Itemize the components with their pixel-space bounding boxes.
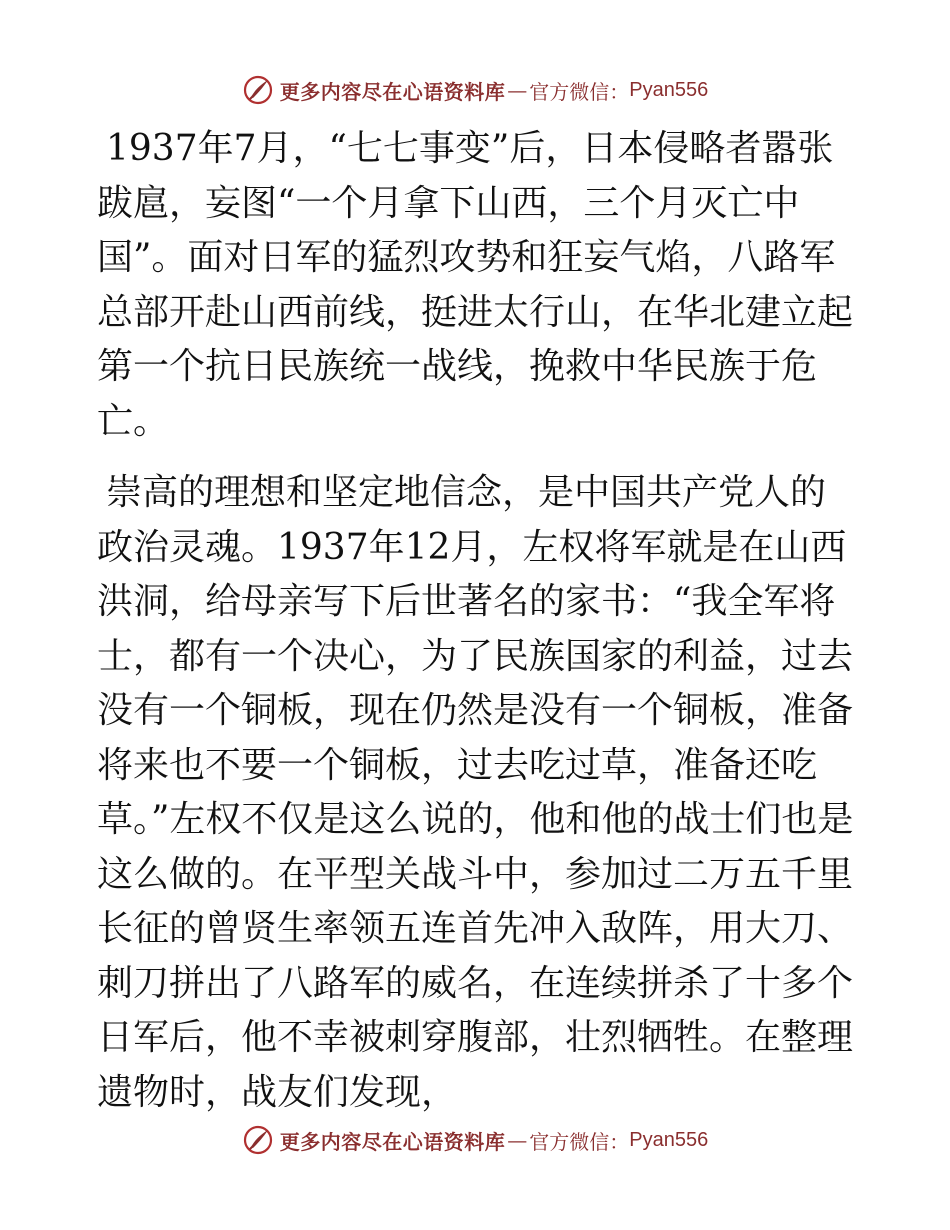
- header-wechat-id: Pyan556: [629, 78, 709, 101]
- header-banner-text: 更多内容尽在心语资料库: [279, 79, 506, 104]
- footer-wechat-id: Pyan556: [629, 1128, 709, 1151]
- footer-banner-text: 更多内容尽在心语资料库: [279, 1129, 506, 1154]
- document-body: [97, 122, 857, 1120]
- paragraph-2: 崇高的理想和坚定地信念，是中国共产党人的政治灵魂。1937年12月，左权将军就是在山西洪洞，给母亲写下后世著名的家书：“我全军将士，都有一个决心，为了民族国家的利益，过去没有一个铜板，现在仍然是没有一个铜板，准备将来也不要一个铜板，过去吃过草，准备还吃草。”左权不仅是这么说的，他和他的战士们也是这么做的。在平型关战斗中，参加过二万五千里长征的曾贤生率领五连首先冲入敌阵，用大刀、刺刀拼出了八路军的威名，在连续拼杀了十多个日军后，他不幸被刺穿腹部，壮烈牺牲。在整理遗物时，战友们发现，: [97, 472, 854, 1113]
- feather-pen-logo-icon: [242, 74, 274, 106]
- header-separator: —: [507, 78, 528, 102]
- footer-separator: —: [507, 1128, 528, 1152]
- footer-wechat-label: 官方微信：: [529, 1129, 630, 1154]
- footer-banner: [0, 1120, 950, 1160]
- header-banner: [0, 70, 950, 110]
- paragraph-1: 1937年7月，“七七事变”后，日本侵略者嚣张跋扈，妄图“一个月拿下山西，三个月灭亡中国”。面对日军的猛烈攻势和狂妄气焰，八路军总部开赴山西前线，挺进太行山，在华北建立起第一个抗日民族统一战线，挽救中华民族于危亡。: [97, 128, 854, 442]
- header-wechat-label: 官方微信：: [529, 79, 630, 104]
- feather-pen-logo-icon: [242, 1124, 274, 1156]
